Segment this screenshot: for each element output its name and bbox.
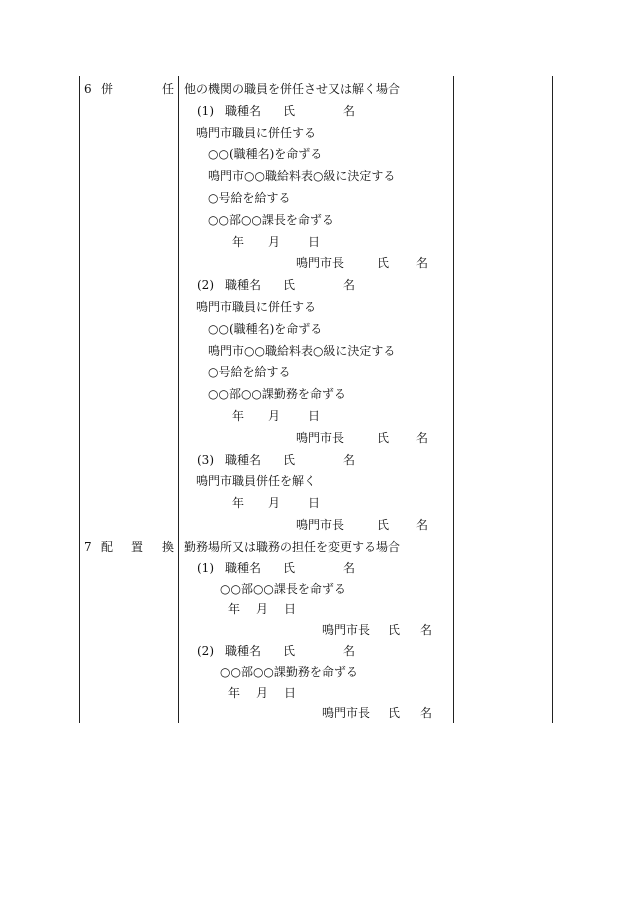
item-label: (1) xyxy=(197,560,214,575)
date-year: 年 xyxy=(232,234,245,249)
post-name: 職種名 xyxy=(225,278,262,293)
name-char: 名 xyxy=(416,518,429,532)
category-char: 換 xyxy=(162,540,175,554)
date-month: 月 xyxy=(256,602,269,617)
section-heading: 勤務場所又は職務の担任を変更する場合 xyxy=(184,540,401,554)
post-name: 職種名 xyxy=(225,644,262,658)
date-month: 月 xyxy=(268,496,281,511)
order-line: ○○部○○課勤務を命ずる xyxy=(220,664,358,679)
name-char: 氏 xyxy=(283,278,296,293)
name-char: 名 xyxy=(416,430,429,445)
name-char: 氏 xyxy=(283,103,296,118)
name-char: 氏 xyxy=(377,256,390,271)
signer: 鳴門市長 xyxy=(296,256,345,271)
order-line: 鳴門市○○職給料表○級に決定する xyxy=(208,343,396,358)
category-char: 任 xyxy=(162,82,175,96)
post-name: 職種名 xyxy=(225,560,262,575)
signer: 鳴門市長 xyxy=(322,706,371,721)
name-char: 氏 xyxy=(283,560,296,575)
name-char: 名 xyxy=(343,644,356,658)
row-number: 6 xyxy=(84,82,92,96)
order-line: ○○部○○課長を命ずる xyxy=(208,212,334,227)
name-char: 名 xyxy=(343,560,356,575)
date-month: 月 xyxy=(268,234,281,249)
date-year: 年 xyxy=(228,602,241,617)
order-line: ○○(職種名)を命ずる xyxy=(208,321,323,336)
order-line: ○号給を給する xyxy=(208,365,291,380)
date-day: 日 xyxy=(308,234,321,249)
post-name: 職種名 xyxy=(225,452,262,467)
table-border-col2 xyxy=(453,76,454,723)
name-char: 名 xyxy=(343,103,356,118)
signer: 鳴門市長 xyxy=(322,623,371,638)
date-day: 日 xyxy=(284,602,297,617)
date-year: 年 xyxy=(232,409,245,423)
row-number: 7 xyxy=(84,540,92,554)
date-day: 日 xyxy=(308,496,321,511)
order-line: ○号給を給する xyxy=(208,191,291,205)
signer: 鳴門市長 xyxy=(296,430,345,445)
post-name: 職種名 xyxy=(225,103,262,118)
item-label: (3) xyxy=(197,452,214,467)
name-char: 氏 xyxy=(377,430,390,445)
category-char: 併 xyxy=(101,82,114,96)
section-heading: 他の機関の職員を併任させ又は解く場合 xyxy=(184,82,401,96)
name-char: 名 xyxy=(420,706,433,721)
order-line: ○○部○○課長を命ずる xyxy=(220,581,346,596)
order-line: 鳴門市職員に併任する xyxy=(196,125,317,140)
date-day: 日 xyxy=(308,409,321,423)
name-char: 名 xyxy=(420,623,433,638)
order-line: ○○部○○課勤務を命ずる xyxy=(208,387,346,402)
name-char: 名 xyxy=(343,278,356,293)
category-char: 置 xyxy=(131,540,144,554)
date-year: 年 xyxy=(228,685,241,700)
order-line: ○○(職種名)を命ずる xyxy=(208,147,323,162)
order-line: 鳴門市職員に併任する xyxy=(196,300,317,314)
name-char: 名 xyxy=(416,256,429,271)
name-char: 氏 xyxy=(377,518,390,532)
table-border-right xyxy=(552,76,553,723)
name-char: 名 xyxy=(343,452,356,467)
order-line: 鳴門市職員併任を解く xyxy=(196,474,317,489)
name-char: 氏 xyxy=(388,623,401,638)
date-month: 月 xyxy=(268,409,281,423)
name-char: 氏 xyxy=(283,644,296,658)
signer: 鳴門市長 xyxy=(296,518,345,532)
date-year: 年 xyxy=(232,496,245,511)
table-border-left xyxy=(79,76,80,723)
item-label: (1) xyxy=(197,103,214,118)
category-char: 配 xyxy=(101,540,114,554)
name-char: 氏 xyxy=(388,706,401,721)
date-month: 月 xyxy=(256,685,269,700)
item-label: (2) xyxy=(197,644,214,658)
name-char: 氏 xyxy=(283,452,296,467)
order-line: 鳴門市○○職給料表○級に決定する xyxy=(208,169,396,184)
date-day: 日 xyxy=(284,685,297,700)
item-label: (2) xyxy=(197,278,214,293)
table-border-col1 xyxy=(178,76,179,723)
